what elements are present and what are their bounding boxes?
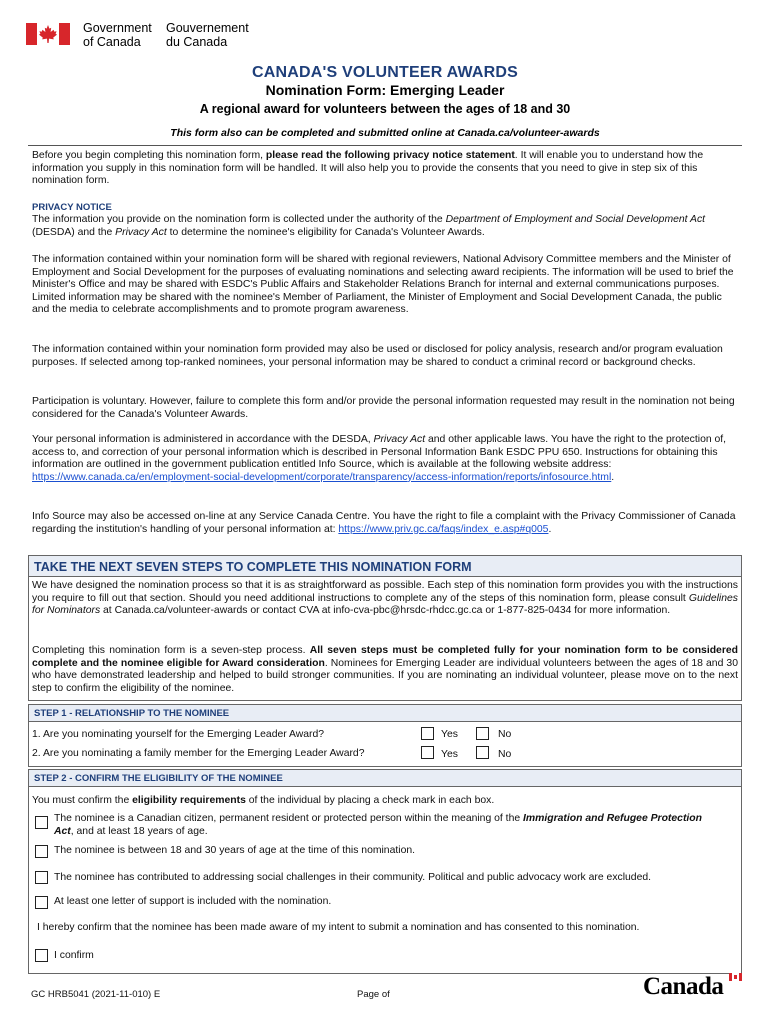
privacy-paragraph-2: The information contained within your nomination form will be shared with regional reviewers, National Advisory Committee members and the Minister of Employment and Social Development for the purposes of evaluating nominations and selecting award recipients. The information will be used to brief the Minister's Office and may be shared with ESDC's Public Affairs and Stakeholder Relations Branch for internal and external communications purposes. Limited information may be shared with the nominee's Member of Parliament, the Minister of Employment and Social Development Canada, the public and the media to celebrate accomplishments and to promote program awareness. (32, 254, 734, 316)
page-number: Page of (357, 989, 390, 1000)
q2-no-checkbox[interactable] (476, 746, 489, 759)
eligibility-citizen-checkbox[interactable] (35, 816, 48, 829)
q2-no-label: No (498, 749, 512, 760)
privacy-commissioner-link[interactable]: https://www.priv.gc.ca/faqs/index_e.asp#q005 (338, 523, 549, 535)
q1-yes-label: Yes (441, 729, 458, 740)
q1-yes-checkbox[interactable] (421, 727, 434, 740)
online-note: This form also can be completed and submitted online at Canada.ca/volunteer-awards (170, 127, 600, 139)
form-name: Nomination Form: Emerging Leader (265, 82, 505, 98)
privacy-paragraph-4: Participation is voluntary. However, failure to complete this form and/or provide the personal information requested may result in the nomination not being considered for the Canada's Volunteer Awards. (32, 396, 735, 420)
q2-yes-checkbox[interactable] (421, 746, 434, 759)
step2-heading: STEP 2 - CONFIRM THE ELIGIBILITY OF THE NOMINEE (28, 769, 742, 787)
privacy-paragraph-6: Info Source may also be accessed on-line at any Service Canada Centre. You have the right to file a complaint with the Privacy Commissioner of Canada regarding the institution's handling of your personal information at: https://www.priv.gc.ca/faqs/index_e.asp#q005. (32, 511, 736, 535)
consent-statement: I hereby confirm that the nominee has been made aware of my intent to submit a nomination and has consented to this nomination. (37, 922, 640, 933)
confirm-checkbox[interactable] (35, 949, 48, 962)
canada-flag-logo (26, 23, 70, 45)
intro-paragraph: Before you begin completing this nomination form, please read the following privacy notice statement. It will enable you to understand how the information you supply in this nomination form will be handled. It will also help you to provide the consents that you need to give in step six of this nomination form. (32, 150, 704, 187)
steps-paragraph-1: We have designed the nomination process so that it is as straightforward as possible. Each step of this nomination form provides you with the instructions you require to fill out that section. Should you need additional instructions to complete any of the steps of this nomination form, please consult Guidelines for Nominators at Canada.ca/volunteer-awards or contact CVA at info-cva-pbc@hrsdc-rhdcc.gc.ca or 1-877-825-0434 for more information. (32, 580, 738, 617)
q2-yes-label: Yes (441, 749, 458, 760)
privacy-paragraph-5: Your personal information is administered in accordance with the DESDA, Privacy Act and other applicable laws. You have the right to the protection of, access to, and correction of your personal information which is described in Personal Information Bank ESDC PPU 650. Instructions for obtaining this information are outlined in the government publication entitled Info Source, which is available at the following website address: https://www.canada.ca/en/employment-social-development/corporate/transparency/access-information/reports/infosource.html. (32, 434, 727, 483)
step1-box (28, 721, 742, 767)
form-main-title: CANADA'S VOLUNTEER AWARDS (252, 64, 518, 81)
wordmark-flag-icon (729, 973, 742, 981)
infosource-link[interactable]: https://www.canada.ca/en/employment-social-development/corporate/transparency/access-information/reports/infosource.html (32, 471, 612, 483)
confirm-label: I confirm (54, 950, 94, 961)
q1-no-checkbox[interactable] (476, 727, 489, 740)
q1-no-label: No (498, 729, 512, 740)
government-of-canada-fr: Gouvernement du Canada (166, 21, 249, 49)
form-id: GC HRB5041 (2021-11-010) E (31, 989, 161, 1000)
step1-question-1: 1. Are you nominating yourself for the Emerging Leader Award? (32, 729, 325, 740)
eligibility-contribution-checkbox[interactable] (35, 871, 48, 884)
step1-heading: STEP 1 - RELATIONSHIP TO THE NOMINEE (28, 704, 742, 722)
eligibility-support-letter-label: At least one letter of support is included with the nomination. (54, 896, 332, 907)
step1-question-2: 2. Are you nominating a family member for the Emerging Leader Award? (32, 748, 365, 759)
steps-paragraph-2: Completing this nomination form is a seven-step process. All seven steps must be completed fully for your nomination form to be considered complete and the nominee eligible for Award consideration. Nominees for Emerging Leader are individual volunteers between the ages of 18 and 30 who have demonstrated leadership and helped to build stronger communities. If you are nominating an individual volunteer, please move on to the next step to confirm the eligibility of the nominee. (32, 645, 738, 694)
eligibility-age-checkbox[interactable] (35, 845, 48, 858)
eligibility-support-letter-checkbox[interactable] (35, 896, 48, 909)
privacy-paragraph-1: The information you provide on the nomination form is collected under the authority of the Department of Employment and Social Development Act (DESDA) and the Privacy Act to determine the nominee's eligibility for Canada's Volunteer Awards. (32, 214, 706, 238)
canada-wordmark: Canada (643, 973, 724, 1000)
privacy-notice-label: PRIVACY NOTICE (32, 202, 112, 213)
eligibility-contribution-label: The nominee has contributed to addressing social challenges in their community. Political and public advocacy work are excluded. (54, 872, 652, 883)
privacy-paragraph-3: The information contained within your nomination form provided may also be used or disclosed for policy analysis, research and/or program evaluation purposes. If selected among top-ranked nominees, your personal information may be shared to conduct a criminal record or background checks. (32, 344, 723, 368)
divider (28, 145, 742, 146)
eligibility-citizen-label: The nominee is a Canadian citizen, permanent resident or protected person within the meaning of the Immigration and Refugee Protection Act, and at least 18 years of age. (54, 813, 702, 837)
form-tagline: A regional award for volunteers between the ages of 18 and 30 (199, 102, 571, 116)
eligibility-age-label: The nominee is between 18 and 30 years of age at the time of this nomination. (54, 845, 416, 856)
government-of-canada-en: Government of Canada (83, 21, 152, 49)
steps-section-heading: TAKE THE NEXT SEVEN STEPS TO COMPLETE THIS NOMINATION FORM (28, 555, 742, 577)
step2-intro: You must confirm the eligibility requirements of the individual by placing a check mark in each box. (32, 795, 495, 806)
maple-leaf-icon (38, 24, 58, 44)
